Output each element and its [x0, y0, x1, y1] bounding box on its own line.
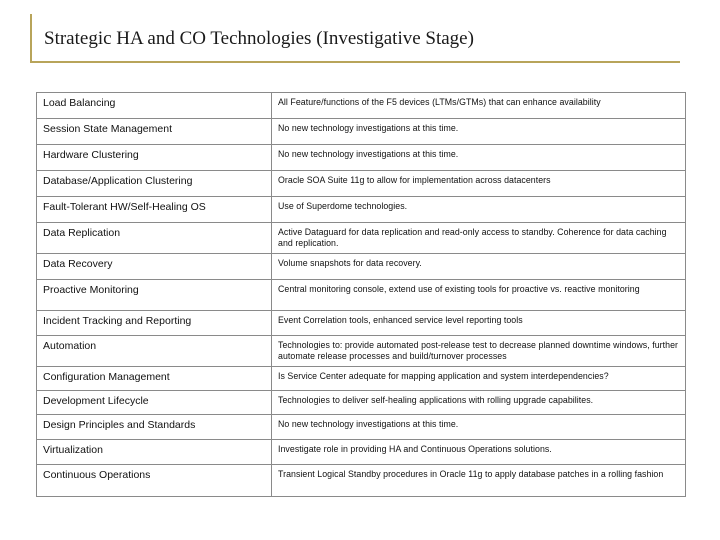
table-row — [37, 440, 686, 465]
technology-area-cell: Automation — [37, 336, 272, 367]
table-row — [37, 391, 686, 415]
table-row — [37, 465, 686, 497]
table-row — [37, 171, 686, 197]
technology-area-cell: Load Balancing — [37, 93, 272, 119]
technology-area-cell: Hardware Clustering — [37, 145, 272, 171]
title-accent-vertical-line — [30, 14, 32, 62]
table-row — [37, 93, 686, 119]
technology-description-cell: Central monitoring console, extend use of existing tools for proactive vs. reactive monitoring — [272, 280, 686, 311]
table-row — [37, 367, 686, 391]
technology-description-cell: Oracle SOA Suite 11g to allow for implementation across datacenters — [272, 171, 686, 197]
slide-title: Strategic HA and CO Technologies (Investigative Stage) — [44, 28, 474, 49]
technology-table-body — [37, 93, 686, 497]
technology-description-cell: Volume snapshots for data recovery. — [272, 254, 686, 280]
technology-area-cell: Fault-Tolerant HW/Self-Healing OS — [37, 197, 272, 223]
technology-description-cell: Investigate role in providing HA and Continuous Operations solutions. — [272, 440, 686, 465]
technology-description-cell: Technologies to: provide automated post-release test to decrease planned downtime windows, further automate release processes and build/turnover processes — [272, 336, 686, 367]
technology-area-cell: Virtualization — [37, 440, 272, 465]
table-row — [37, 119, 686, 145]
table-row — [37, 415, 686, 440]
technology-area-cell: Database/Application Clustering — [37, 171, 272, 197]
technology-description-cell: No new technology investigations at this time. — [272, 415, 686, 440]
technology-description-cell: Transient Logical Standby procedures in Oracle 11g to apply database patches in a rolling fashion — [272, 465, 686, 497]
technology-area-cell: Incident Tracking and Reporting — [37, 311, 272, 336]
technology-area-cell: Development Lifecycle — [37, 391, 272, 415]
table-row — [37, 280, 686, 311]
technology-description-cell: Is Service Center adequate for mapping application and system interdependencies? — [272, 367, 686, 391]
title-bar — [30, 14, 680, 62]
title-accent-horizontal-line — [30, 61, 680, 63]
technology-area-cell: Continuous Operations — [37, 465, 272, 497]
technology-table — [36, 92, 686, 497]
technology-area-cell: Configuration Management — [37, 367, 272, 391]
technology-area-cell: Data Replication — [37, 223, 272, 254]
technology-description-cell: Event Correlation tools, enhanced service level reporting tools — [272, 311, 686, 336]
technology-description-cell: All Feature/functions of the F5 devices (LTMs/GTMs) that can enhance availability — [272, 93, 686, 119]
table-row — [37, 145, 686, 171]
technology-area-cell: Design Principles and Standards — [37, 415, 272, 440]
technology-description-cell: No new technology investigations at this time. — [272, 119, 686, 145]
table-row — [37, 311, 686, 336]
table-row — [37, 254, 686, 280]
technology-description-cell: No new technology investigations at this time. — [272, 145, 686, 171]
technology-area-cell: Session State Management — [37, 119, 272, 145]
technology-area-cell: Proactive Monitoring — [37, 280, 272, 311]
table-row — [37, 223, 686, 254]
technology-area-cell: Data Recovery — [37, 254, 272, 280]
technology-description-cell: Technologies to deliver self-healing applications with rolling upgrade capabilites. — [272, 391, 686, 415]
technology-description-cell: Use of Superdome technologies. — [272, 197, 686, 223]
table-row — [37, 336, 686, 367]
table-row — [37, 197, 686, 223]
technology-description-cell: Active Dataguard for data replication and read-only access to standby. Coherence for data caching and replication. — [272, 223, 686, 254]
